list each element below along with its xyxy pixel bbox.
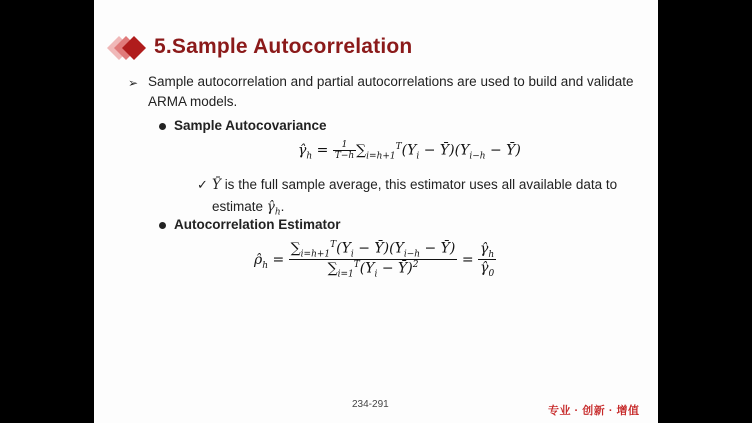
autocorrelation-formula: $\rhô_h$ = $\frac{\sum_{i=h+1}^T(Y_i - Ȳ)(Y_{i-h} - Ȳ)}{\sum_{i=1}^T(Y_i - Ȳ)^2}$ = $\frac{\gammâ_h}{\gammâ_0}$	[254, 240, 495, 280]
slide	[94, 0, 658, 423]
slide-title: 5.Sample Autocorrelation	[154, 35, 413, 58]
autocovariance-formula: $\gammâ_h$ = $\frac{1}{T-h}$ $\sum_{i=h+1}^T(Y_i$ − $Ȳ)(Y_{i-h}$ − Ȳ)	[298, 140, 521, 162]
subheading-autocorrelation: Autocorrelation Estimator	[174, 217, 341, 232]
subheading-autocovariance: Sample Autocovariance	[174, 118, 327, 133]
bullet-dot-icon	[159, 123, 166, 130]
note-body: is the full sample average, this estimator uses all available data to estimate	[212, 177, 618, 214]
diamond-logo-icon	[106, 35, 150, 61]
page-number: 234-291	[352, 399, 389, 410]
arrow-bullet-icon: ➢	[128, 76, 139, 90]
bullet-dot-icon	[159, 222, 166, 229]
intro-text: Sample autocorrelation and partial autocorrelations are used to build and validate ARMA models.	[148, 74, 634, 109]
slogan-text: 专业 · 创新 · 增值	[548, 405, 640, 417]
check-icon: ✓	[197, 177, 208, 192]
note-text: Ȳ is the full sample average, this estimator uses all available data to estimate $\gammâ_h$.	[212, 177, 618, 218]
